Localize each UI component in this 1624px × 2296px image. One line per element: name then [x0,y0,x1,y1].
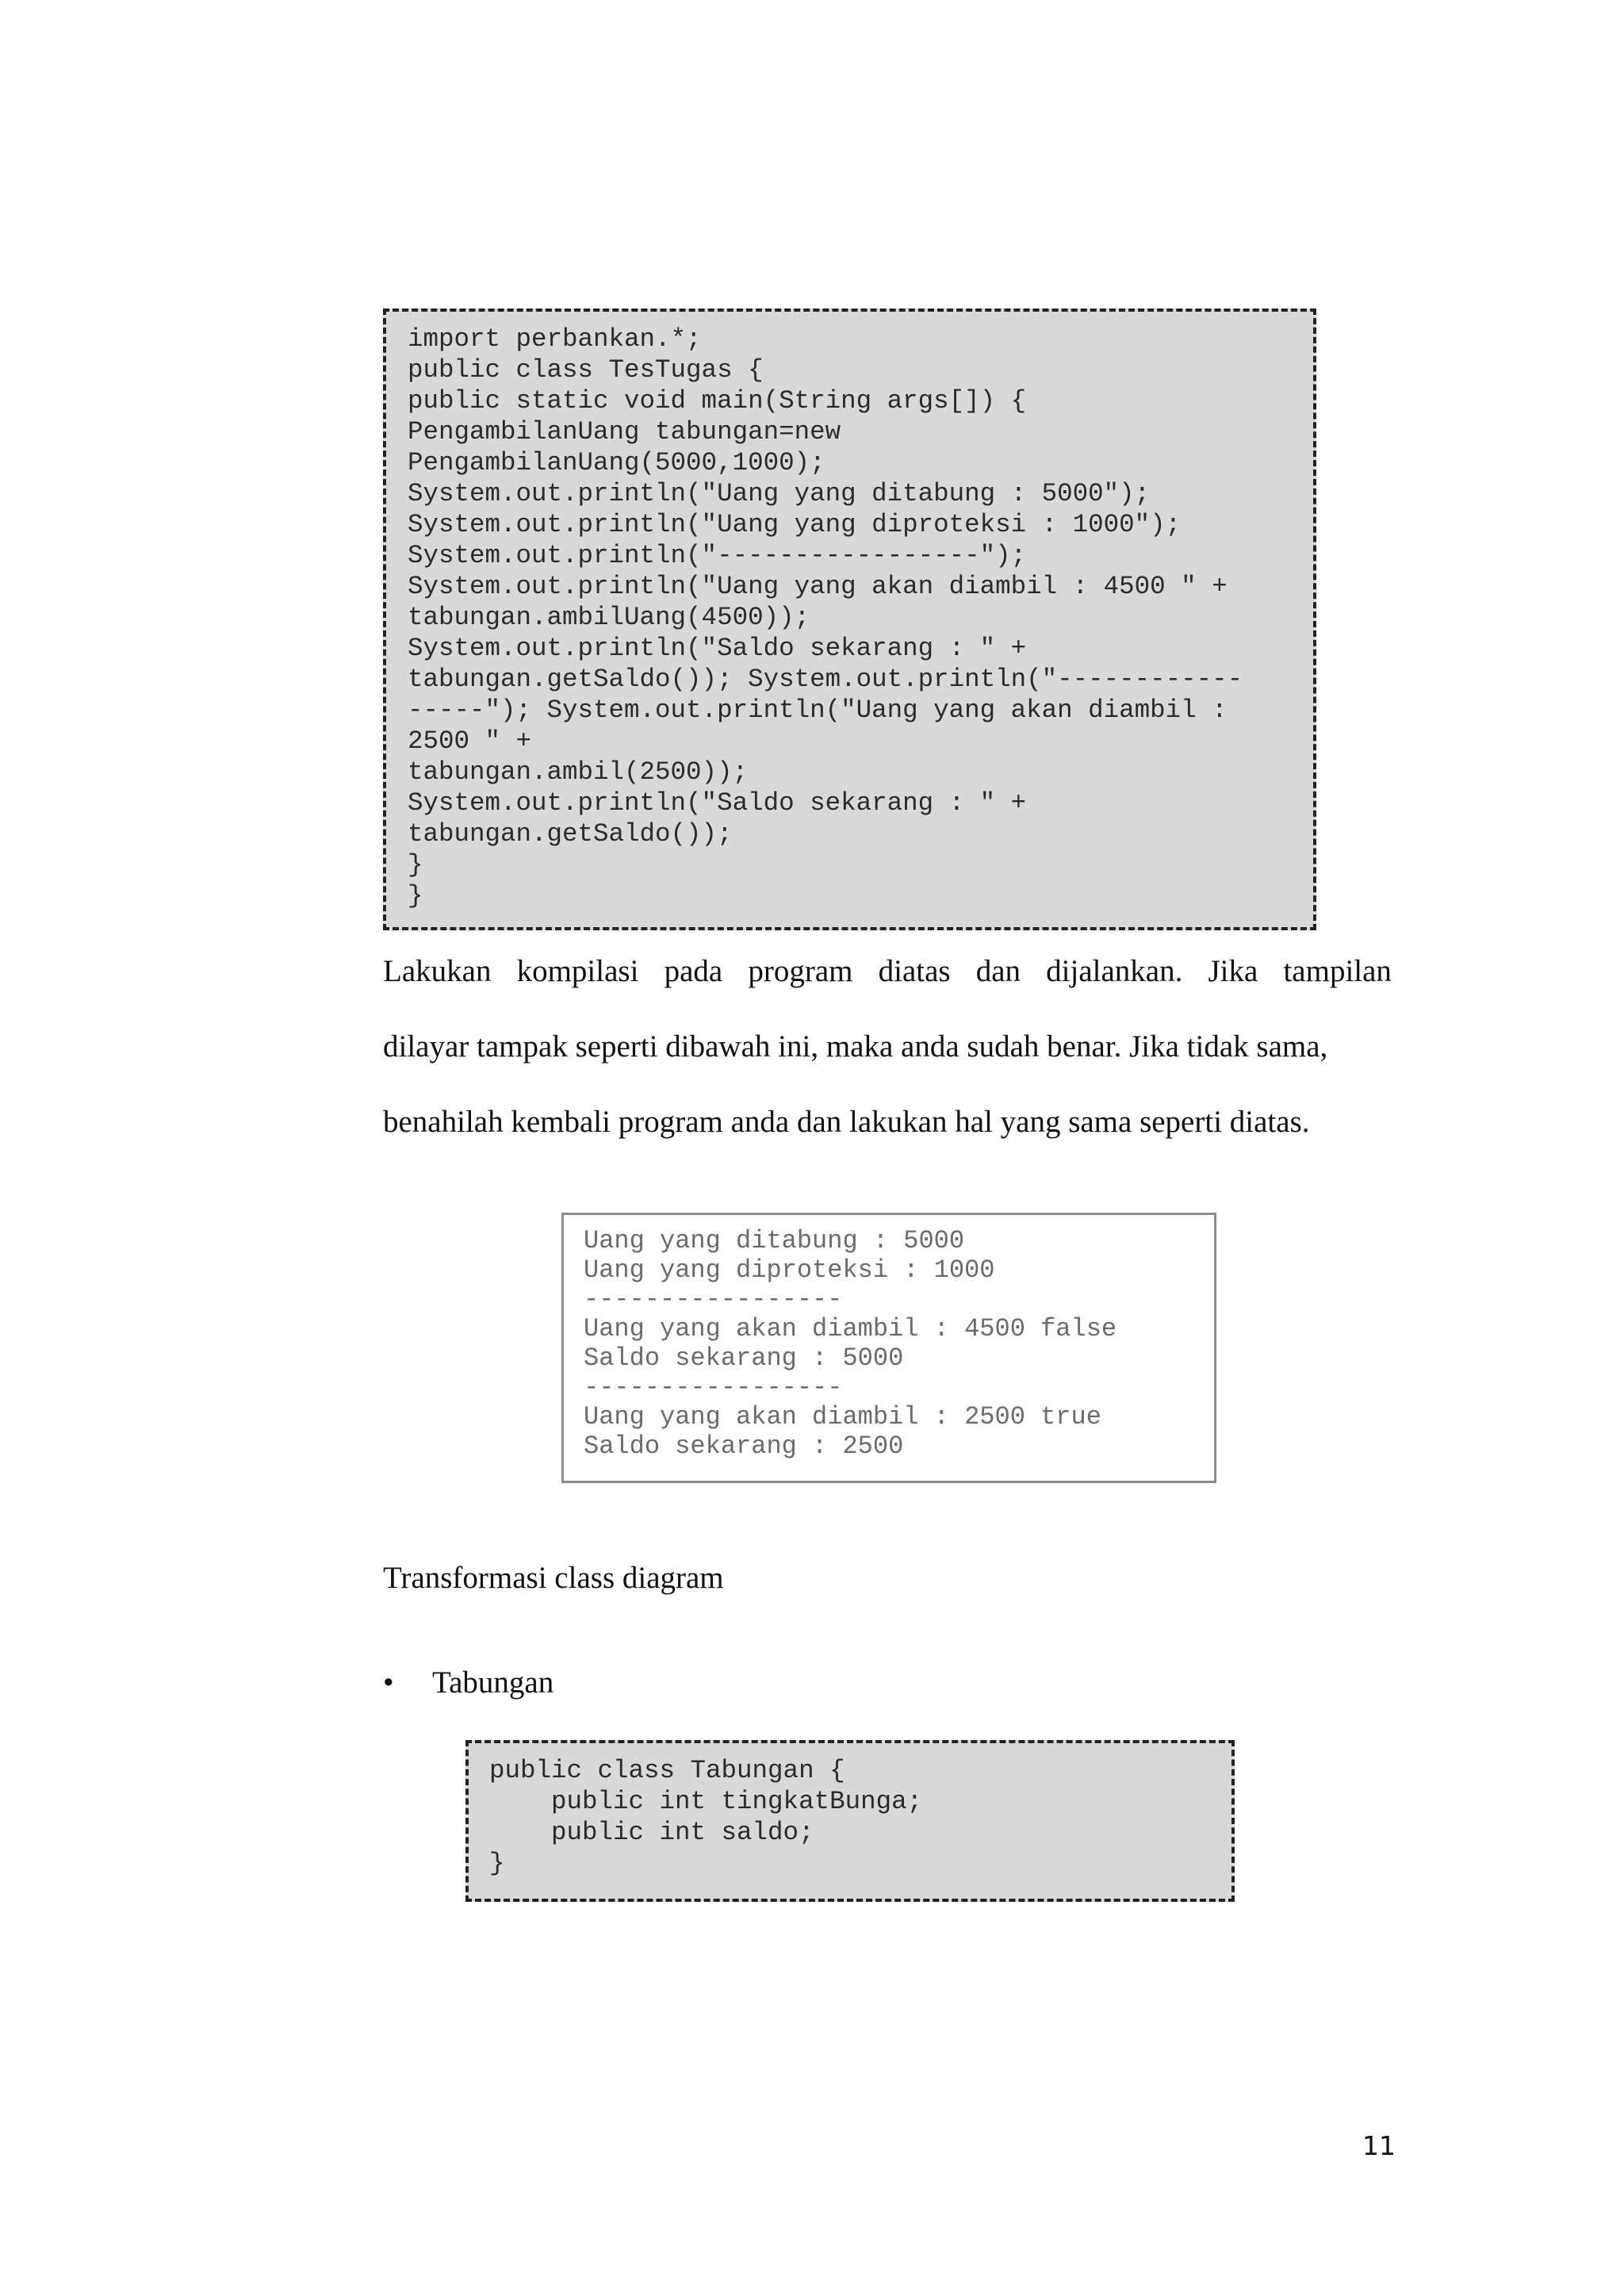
bullet-icon: • [383,1665,394,1700]
output-text: Uang yang ditabung : 5000 Uang yang diproteksi : 1000 ----------------- Uang yang akan diambil : 4500 false Saldo sekarang : 5000 ----------------- Uang yang akan diambil : 2500 true Saldo sekarang : 2500 [584,1226,1117,1461]
word: dijalankan. [1046,954,1183,988]
code-text: import perbankan.*; public class TesTugas { public static void main(String args[]) { PengambilanUang tabungan=new PengambilanUang(5000,1000); System.out.println("Uang yang ditabung : 5000"); System.out.println("Uang yang diproteksi : 1000"); System.out.println("-----------------"); System.out.println("Uang yang akan diambil : 4500 " + tabungan.ambilUang(4500)); System.out.println("Saldo sekarang : " + tabungan.getSaldo()); System.out.println("------------ -----"); System.out.println("Uang yang akan diambil : 2500 " + tabungan.ambil(2500)); System.out.println("Saldo sekarang : " + tabungan.getSaldo()); } } [408,324,1243,910]
code-block-testugas [383,309,1316,930]
paragraph-line-1 [383,953,1392,991]
word: program [748,954,853,988]
word: pada [664,954,723,988]
code-block-tabungan [465,1740,1235,1902]
section-heading: Transformasi class diagram [383,1561,724,1595]
word: diatas [878,954,951,988]
bullet-label: Tabungan [432,1665,554,1700]
word: kompilasi [516,954,639,988]
page-number: 11 [1362,2130,1396,2161]
paragraph-line-2: dilayar tampak seperti dibawah ini, maka anda sudah benar. Jika tidak sama, [383,1029,1328,1064]
word: dan [975,954,1021,988]
word: tampilan [1283,954,1392,988]
paragraph-line-3: benahilah kembali program anda dan lakukan hal yang sama seperti diatas. [383,1105,1310,1139]
word: Jika [1208,954,1258,988]
code-text: public class Tabungan { public int tingkatBunga; public int saldo; } [489,1756,923,1878]
program-output-screenshot [561,1213,1216,1483]
word: Lakukan [383,954,492,988]
